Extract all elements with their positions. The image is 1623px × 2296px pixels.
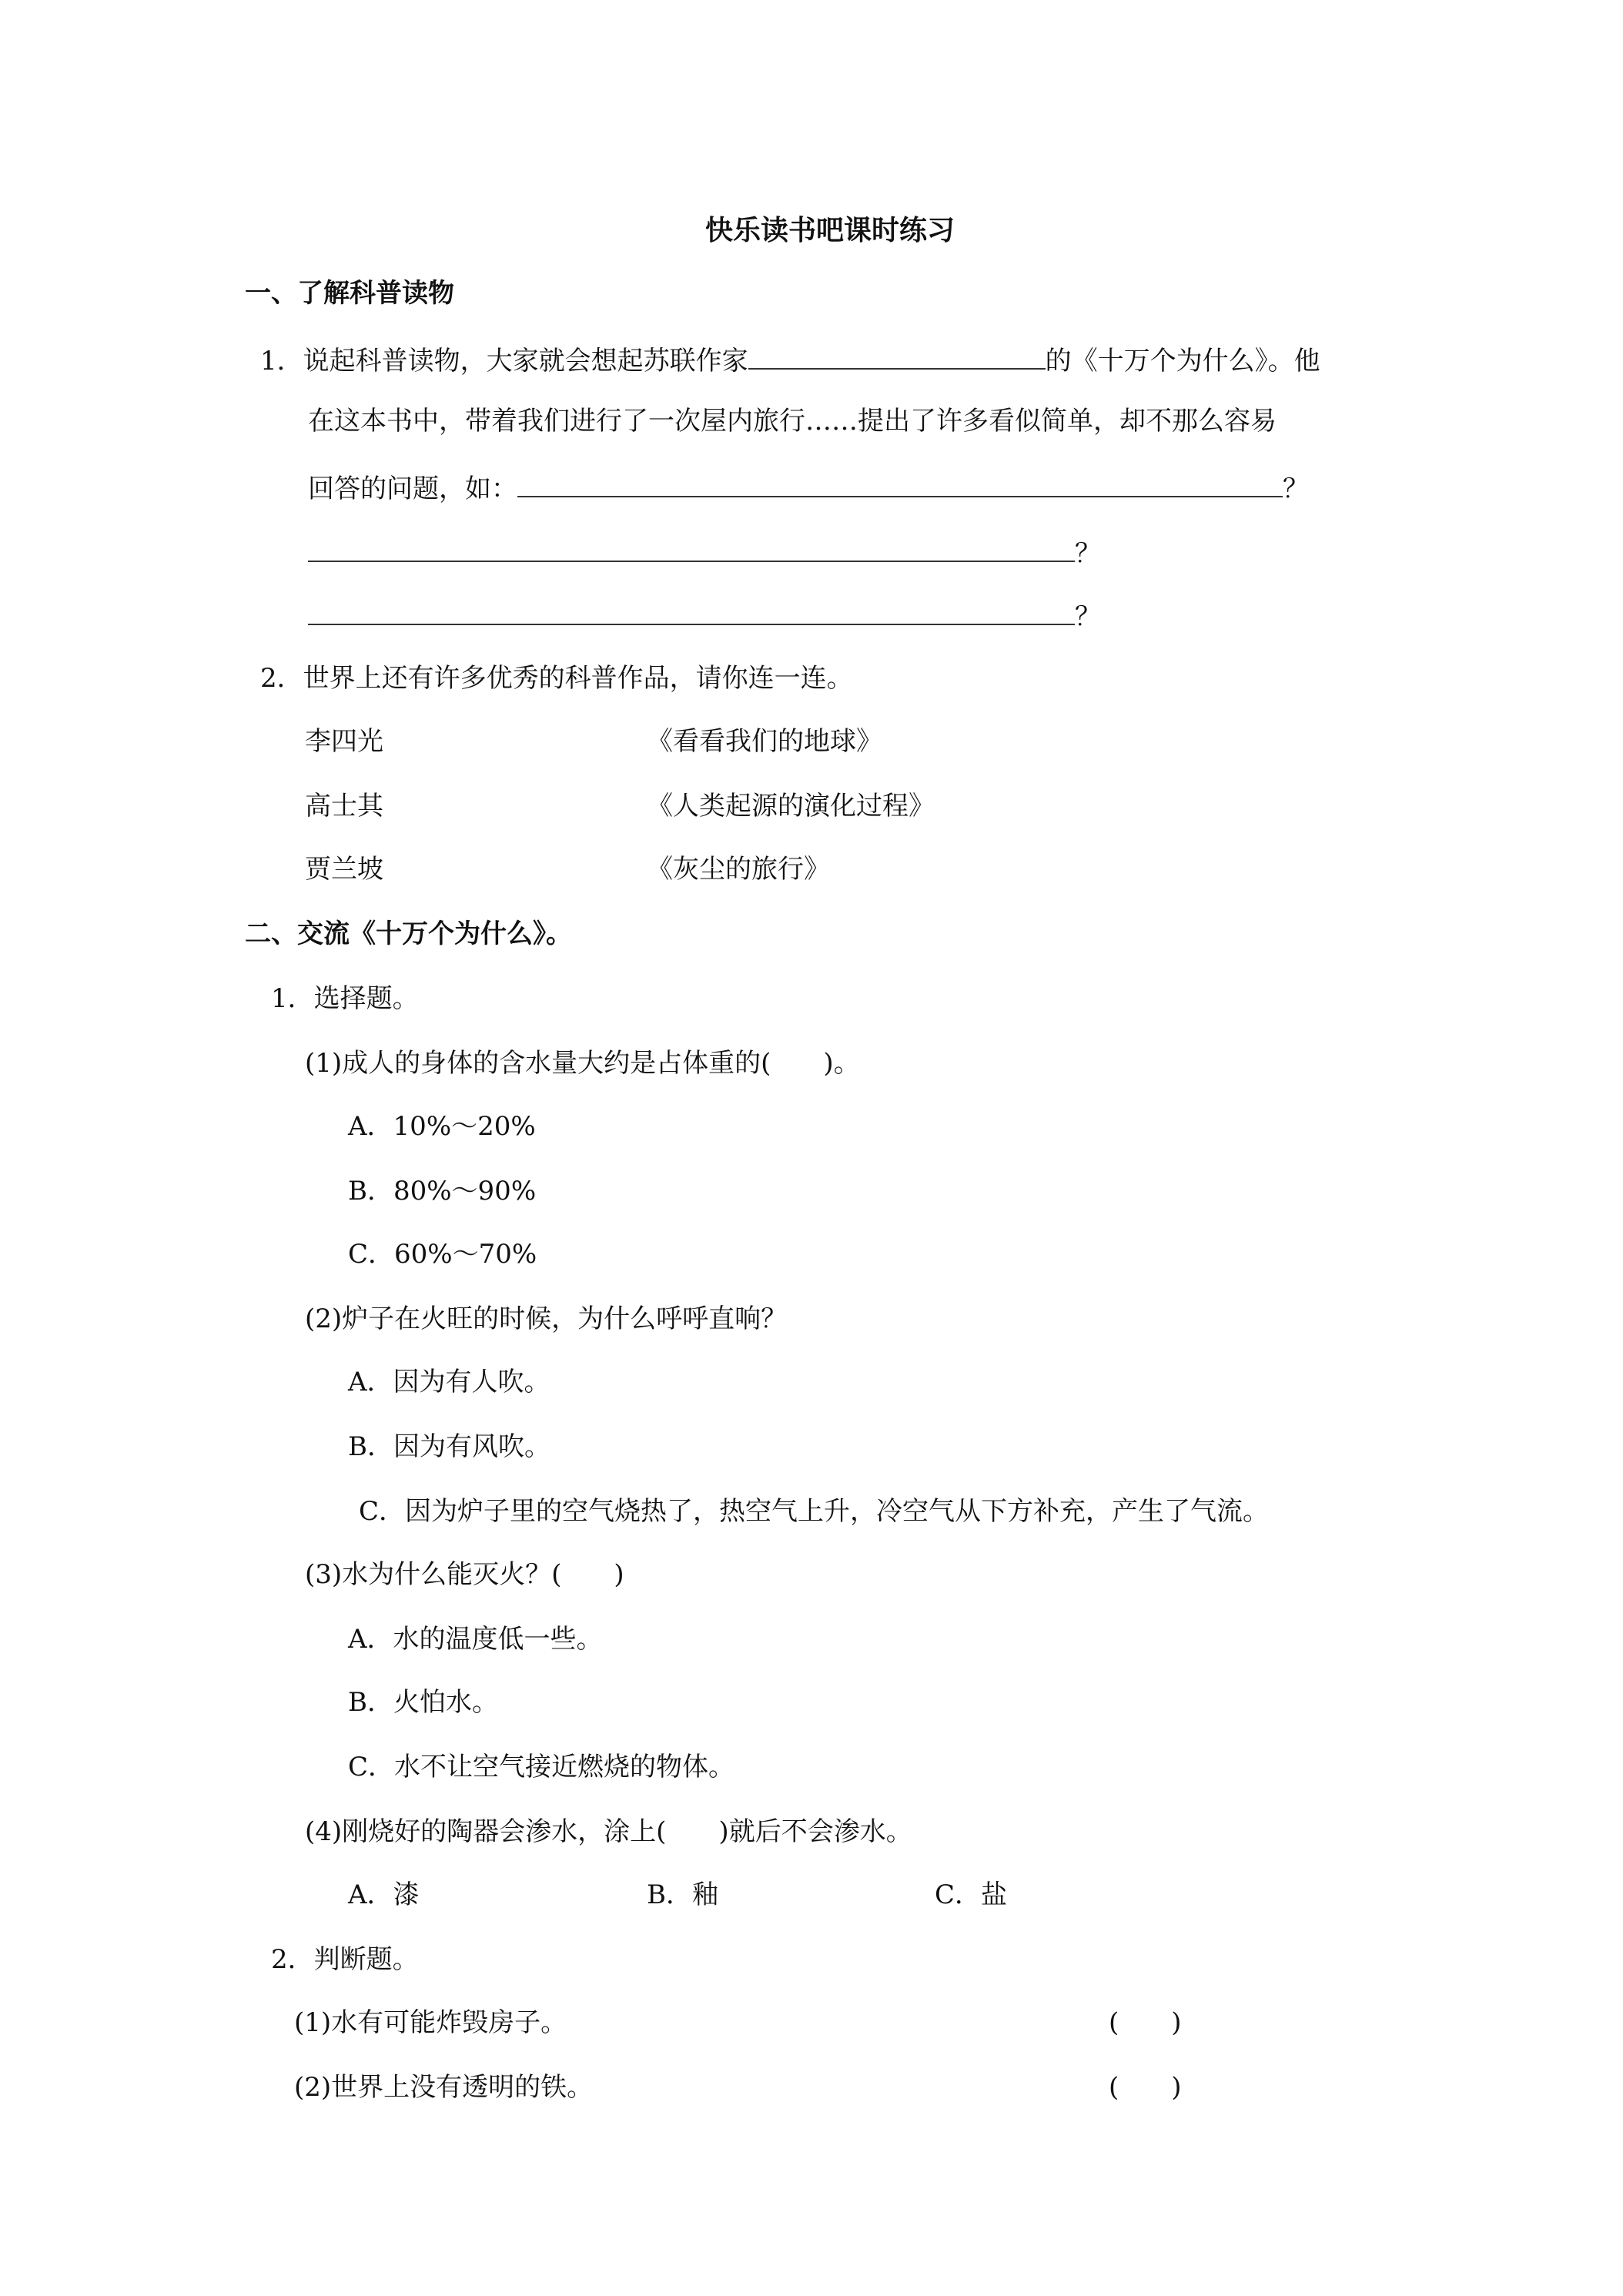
question-mark: ？ [1283,474,1309,504]
author-blank[interactable] [748,343,1046,370]
choice-q3-stem: (3)水为什么能灭火？( ) [305,1559,624,1590]
judge-item-2: (2)世界上没有透明的铁。 [294,2072,594,2103]
question-mark: ？ [1075,538,1101,569]
choice-q2-stem: (2)炉子在火旺的时候，为什么呼呼直响？ [305,1304,788,1334]
choice-q1-stem: (1)成人的身体的含水量大约是占体重的( )。 [305,1048,860,1079]
s1-q2-text: 2．世界上还有许多优秀的科普作品，请你连一连。 [260,663,853,694]
question-blank-3[interactable] [308,599,1075,625]
judge-answer-2[interactable]: ( ) [1109,2072,1182,2103]
s1-q1-line4 [308,536,1101,567]
book-look-at-earth[interactable]: 《看看我们的地球》 [647,726,882,757]
choice-q2-option-a[interactable]: A．因为有人吹。 [348,1367,550,1397]
section-1-heading: 一、了解科普读物 [245,278,454,309]
choice-q3-option-b[interactable]: B．火怕水。 [348,1687,498,1718]
author-gao-shiqi[interactable]: 高士其 [305,791,383,822]
choice-q2-option-c[interactable]: C．因为炉子里的空气烧热了，热空气上升，冷空气从下方补充，产生了气流。 [359,1496,1270,1527]
page-title: 快乐读书吧课时练习 [705,215,955,246]
book-dust-travel[interactable]: 《灰尘的旅行》 [647,854,830,885]
choice-q1-option-b[interactable]: B．80%～90% [348,1176,537,1207]
s1-q1-line1 [260,343,1320,377]
author-jia-lanpo[interactable]: 贾兰坡 [305,854,383,885]
s1-q1-line3 [308,471,1309,502]
question-blank-1[interactable] [517,471,1283,497]
judge-answer-1[interactable]: ( ) [1109,2007,1182,2038]
s1-q1-line5 [308,599,1101,630]
choice-q2-option-b[interactable]: B．因为有风吹。 [348,1431,550,1462]
question-blank-2[interactable] [308,536,1075,562]
question-mark: ？ [1075,601,1101,632]
choice-q4-stem: (4)刚烧好的陶器会渗水，涂上( )就后不会渗水。 [305,1816,912,1847]
choice-q3-option-a[interactable]: A．水的温度低一些。 [348,1624,603,1655]
choice-q1-option-a[interactable]: A．10%～20% [348,1111,536,1142]
judge-item-1: (1)水有可能炸毁房子。 [294,2007,567,2038]
author-li-siguang[interactable]: 李四光 [305,726,383,757]
book-human-origin[interactable]: 《人类起源的演化过程》 [647,791,935,822]
s1-q1-text-a: 1．说起科普读物，大家就会想起苏联作家 [260,346,748,377]
judge-label: 2．判断题。 [271,1944,419,1975]
choice-q4-option-c[interactable]: C．盐 [935,1879,1008,1910]
choice-q1-option-c[interactable]: C．60%～70% [348,1239,537,1270]
choice-q3-option-c[interactable]: C．水不让空气接近燃烧的物体。 [348,1752,735,1782]
choice-q4-option-b[interactable]: B．釉 [647,1879,718,1910]
section-2-heading: 二、交流《十万个为什么》。 [245,919,572,949]
s1-q1-text-b: 的《十万个为什么》。他 [1045,346,1320,377]
s1-q1-line2: 在这本书中，带着我们进行了一次屋内旅行……提出了许多看似简单，却不那么容易 [308,406,1277,437]
choice-q4-option-a[interactable]: A．漆 [348,1879,420,1910]
s1-q1-line3-text: 回答的问题，如： [308,474,517,504]
choice-label: 1．选择题。 [271,983,419,1014]
